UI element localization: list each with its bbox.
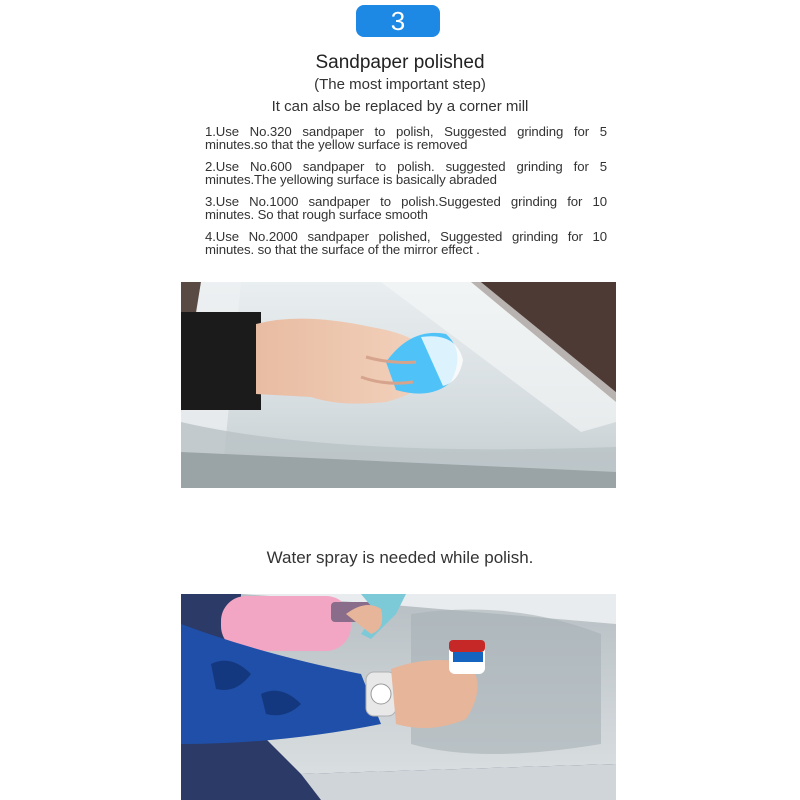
sanding-headlight-photo [181, 282, 616, 488]
section-title: Sandpaper polished [315, 52, 485, 73]
instruction-list [205, 126, 607, 266]
instruction-step-2: 2.Use No.600 sandpaper to polish. suggested grinding for 5 minutes.The yellowing surface is basically abraded [205, 159, 607, 187]
section-note: It can also be replaced by a corner mill [271, 98, 529, 115]
instruction-step-1: 1.Use No.320 sandpaper to polish, Suggested grinding for 5 minutes.so that the yellow surface is removed [205, 124, 607, 152]
instruction-step-4: 4.Use No.2000 sandpaper polished, Suggested grinding for 10 minutes. so that the surface of the mirror effect . [205, 229, 607, 257]
instruction-step-3: 3.Use No.1000 sandpaper to polish.Suggested grinding for 10 minutes. So that rough surface smooth [205, 194, 607, 222]
sanding-headlight-illustration [181, 282, 616, 488]
water-spray-illustration [181, 594, 616, 800]
section-subtitle: (The most important step) [314, 76, 486, 93]
water-spray-caption: Water spray is needed while polish. [266, 548, 534, 567]
step-number-badge: 3 [356, 5, 440, 37]
water-spray-polish-photo [181, 594, 616, 800]
